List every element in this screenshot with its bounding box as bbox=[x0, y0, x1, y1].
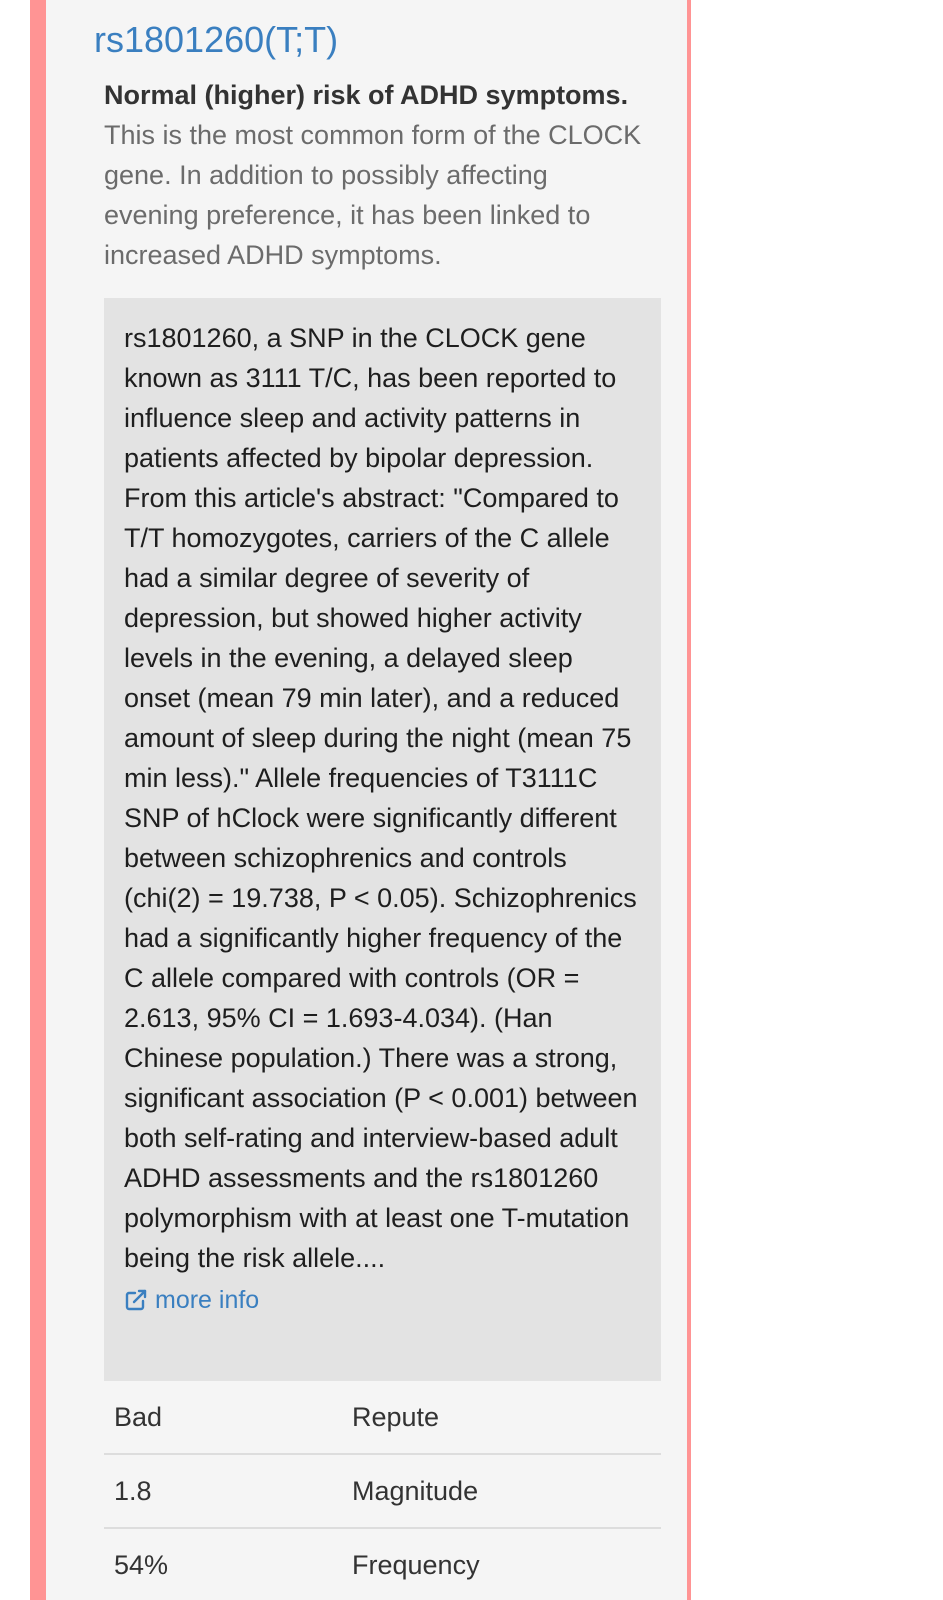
more-info-label: more info bbox=[155, 1286, 260, 1314]
frequency-value: 54% bbox=[104, 1528, 342, 1600]
genotype-card bbox=[30, 0, 691, 1600]
repute-value: Bad bbox=[104, 1381, 342, 1454]
details-text: rs1801260, a SNP in the CLOCK gene known as 3111 T/C, has been reported to influence sleep and activity patterns in patients affected by bipolar depression. From this article's abstract: "Compared to T/T homozygotes, carriers of the C allele had a similar degree of severity of depression, but showed higher activity levels in the evening, a delayed sleep onset (mean 79 min later), and a reduced amount of sleep during the night (mean 75 min less)." Allele frequencies of T3111C SNP of hClock were significantly different between schizophrenics and controls (chi(2) = 19.738, P < 0.05). Schizophrenics had a significantly higher frequency of the C allele compared with controls (OR = 2.613, 95% CI = 1.693-4.034). (Han Chinese population.) There was a strong, significant association (P < 0.001) between both self-rating and interview-based adult ADHD assessments and the rs1801260 polymorphism with at least one T-mutation being the risk allele.... bbox=[124, 323, 638, 1273]
frequency-label: Frequency bbox=[342, 1528, 661, 1600]
details-box bbox=[104, 298, 661, 1381]
genotype-title-link[interactable]: rs1801260(T;T) bbox=[94, 19, 339, 60]
more-info-link[interactable] bbox=[124, 1280, 259, 1320]
stats-table bbox=[104, 1381, 661, 1600]
stats-row-magnitude bbox=[104, 1454, 661, 1528]
magnitude-label: Magnitude bbox=[342, 1454, 661, 1528]
repute-label: Repute bbox=[342, 1381, 661, 1454]
stats-row-repute bbox=[104, 1381, 661, 1454]
stats-row-frequency bbox=[104, 1528, 661, 1600]
summary-lead: Normal (higher) risk of ADHD symptoms. bbox=[104, 80, 629, 110]
external-link-icon bbox=[124, 1288, 148, 1312]
summary-text: This is the most common form of the CLOCK gene. In addition to possibly affecting evening preference, it has been linked to increased ADHD symptoms. bbox=[104, 120, 642, 270]
genotype-summary bbox=[104, 75, 644, 275]
magnitude-value: 1.8 bbox=[104, 1454, 342, 1528]
